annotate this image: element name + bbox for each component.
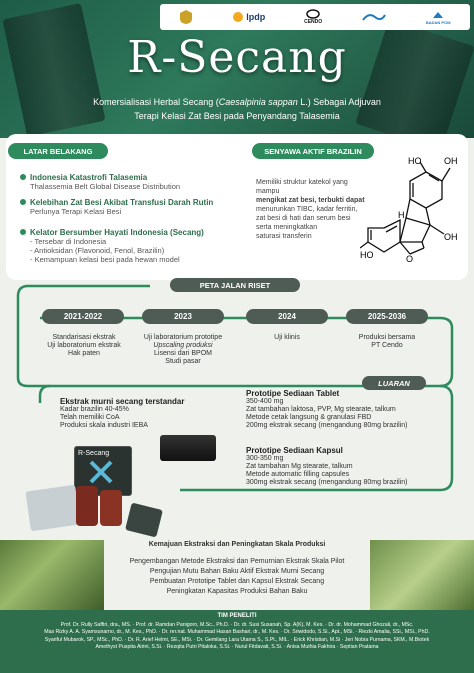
year-details: Uji klinis <box>274 334 300 341</box>
capsule-bottle <box>100 490 122 526</box>
product-box: R-Secang <box>74 446 132 496</box>
senyawa-label: SENYAWA AKTIF BRAZILIN <box>252 143 374 159</box>
kapsul-output: Prototipe Sediaan Kapsul 300-350 mg Zat tambahan Mg stearate, talkum Metode automatic filling capsules 300mg ekstrak secang (mengandung 80mg brazilin) <box>246 446 408 486</box>
year-badge: 2024 <box>246 309 328 324</box>
roadmap-label: PETA JALAN RISET <box>170 278 300 292</box>
page-title: R-Secang <box>127 32 347 83</box>
hydroxyl-label: HO <box>360 250 374 260</box>
hydroxyl-label: OH <box>444 156 458 166</box>
tablet-output: Prototipe Sediaan Tablet 350-400 mg Zat tambahan laktosa, PVP, Mg stearate, talkum Metode cetak langsung & granulasi FBD 200mg ekstrak secang (mengandung 80mg brazilin) <box>246 389 408 429</box>
senyawa-description: Memiliki struktur katekol yang mampu mengikat zat besi, terbukti dapat menurunkan TIBC, kadar ferritin, zat besi di hati dan serum besi serta meningkatkan saturasi transferin <box>256 179 365 240</box>
brazilin-structure <box>360 150 468 268</box>
kemajuan-list: Pengembangan Metode Ekstraksi dan Pemurnian Ekstrak Skala Pilot Pengujian Mutu Bahan Baku Aktif Ekstrak Murni Secang Pembuatan Prototipe Tablet dan Kapsul Ekstrak Secang Peningkatan Kapasitas Produksi Bahan Baku <box>129 558 345 595</box>
lpdp-logo: lpdp <box>232 11 265 23</box>
year-badge: 2021-2022 <box>42 309 124 324</box>
bullet-icon <box>20 174 26 180</box>
page-subtitle: Komersialisasi Herbal Secang (Caesalpinia sappan L.) Sebagai Adjuvan Terapi Kelasi Zat Besi pada Penyandang Talasemia <box>93 97 381 121</box>
bullet-icon <box>20 199 26 205</box>
year-badge: 2025-2036 <box>346 309 428 324</box>
ekstrak-output: Ekstrak murni secang terstandar Kadar brazilin 40-45% Telah memiliki CoA Produksi skala industri IEBA <box>60 397 185 429</box>
badan-pom-logo: BADAN POM <box>426 10 451 25</box>
latar-item: Kelator Bersumber Hayati Indonesia (Secang) - Tersebar di Indonesia - Antioksidan (Flavonoid, Fenol, Brazilin) - Kemampuan kelasi besi pada hewan model <box>30 228 240 264</box>
sponsor-logos <box>160 4 470 30</box>
partner-logo <box>361 11 387 23</box>
bullet-icon <box>20 229 26 235</box>
hydroxyl-label: HO <box>408 156 422 166</box>
latar-item: Kelebihan Zat Besi Akibat Transfusi Darah Rutin Perlunya Terapi Kelasi Besi <box>30 198 240 216</box>
year-details: Produksi bersama PT Cendo <box>358 334 416 349</box>
blister-pack <box>25 485 80 532</box>
hydroxyl-label: OH <box>444 232 458 242</box>
cendo-logo: CENDO <box>304 9 322 25</box>
jars-photo <box>160 435 216 461</box>
hydrogen-label: H <box>398 210 405 220</box>
oxygen-label: O <box>406 254 414 264</box>
year-details: Standarisasi ekstrak Uji laboratorium ekstrak Hak paten <box>47 334 121 357</box>
year-badge: 2023 <box>142 309 224 324</box>
hero-banner <box>0 0 474 138</box>
plant-photo-right <box>370 540 474 610</box>
team-footer: TIM PENELITI Prof. Dr. Rully Saffiri, dra., MS. · Prof. dr. Ramdan Panigoro, M.Sc., Ph.D. · Dr. dr. Susi Susanah, Sp. A(K), M. Kes. · Dr. dr. Mohammad Ghozali, dr., MSc. Mas Rizky A. A. Syamsunarno, dr., M. Kes., PhD. · Dr. rer.nat. Muhammad Hasan Bashari, dr., M. Kes. · Dr. Sriwidodo, S.Si., Apt., MSi. · Riezki Amalia, SSi., MSi., PhD. Syariful Mubarok, SP., MSc., PhD. · Dr. R. Arief Helmi, SE., MSi. · Dr. Gemilang Lara Utama S., S.Pt., MIL. · Erick Khristian, M.Si · Jeri Nobia Purnama, SKM., M.Biotek Amethyst Puspita Airini, S.Si. · Rezqita Putri Pitaloka, S.Si. · Nurul Fitdavati, S.Si. · Anisa Muthia Fakhira · Septian Pratama <box>0 610 474 673</box>
latar-item: Indonesia Katastrofi Talasemia Thalassemia Belt Global Disease Distribution <box>30 173 240 191</box>
year-details: Uji laboratorium prototipe Upscaling produksi Lisensi dari BPOM Studi pasar <box>143 334 223 365</box>
latar-belakang-label: LATAR BELAKANG <box>8 143 108 159</box>
plant-photo-left <box>0 540 104 610</box>
luaran-label: LUARAN <box>362 376 426 390</box>
university-logo <box>179 9 193 25</box>
kemajuan-heading: Kemajuan Ekstraksi dan Peningkatan Skala Produksi <box>148 541 326 548</box>
capsule-bottle <box>76 486 98 526</box>
